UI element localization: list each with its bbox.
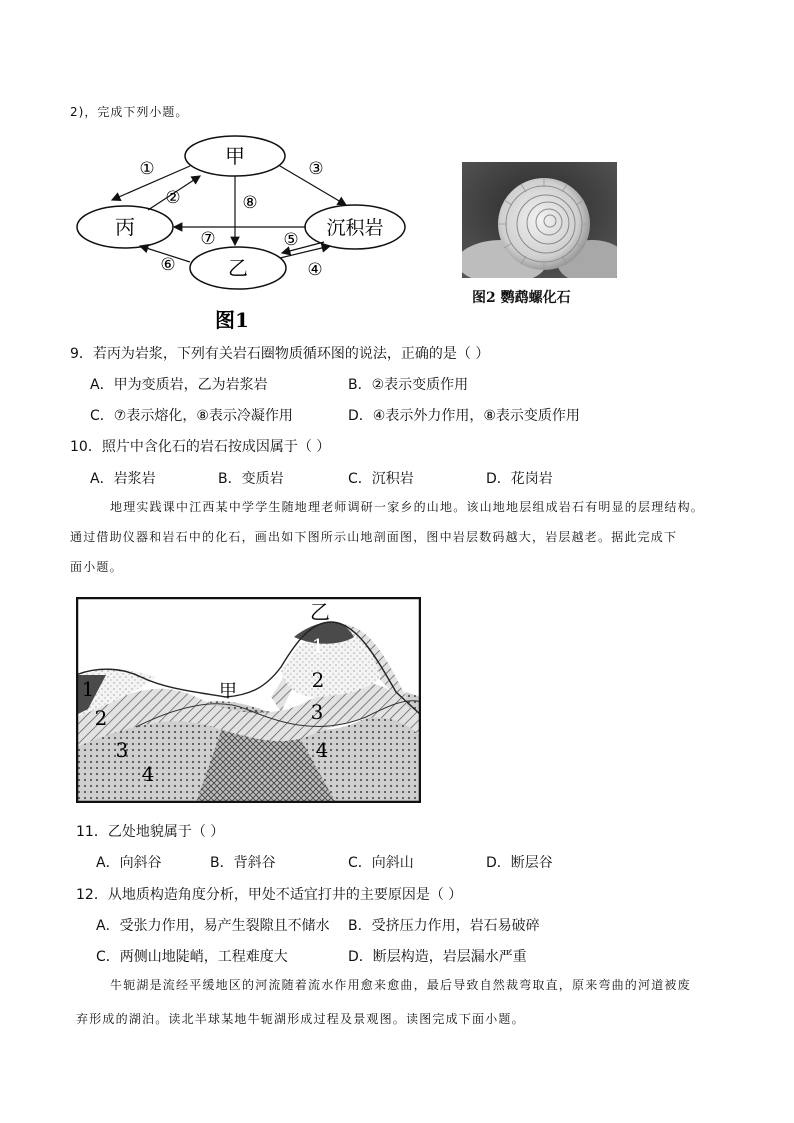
layer-label-4-left: 4 — [141, 762, 155, 786]
q10-option-c[interactable]: C．沉积岩 — [348, 471, 414, 487]
figure1-caption: 图1 — [215, 308, 249, 332]
mountain-cross-section — [76, 597, 421, 803]
label-yi: 乙 — [310, 600, 330, 624]
layer-label-4-right: 4 — [315, 738, 329, 762]
q11-option-d[interactable]: D．断层谷 — [486, 855, 553, 871]
arrow-label-5: ⑤ — [283, 230, 299, 250]
layer-label-1-left: 1 — [81, 677, 95, 701]
arrow-label-1: ① — [139, 159, 155, 179]
q9-option-c[interactable]: C．⑦表示熔化，⑧表示冷凝作用 — [90, 408, 293, 424]
q12-option-b[interactable]: B．受挤压力作用，岩石易破碎 — [348, 918, 540, 934]
q11-stem: 11．乙处地貌属于（ ） — [76, 824, 225, 840]
q10-option-a[interactable]: A．岩浆岩 — [90, 471, 156, 487]
layer-label-2-left: 2 — [94, 706, 108, 730]
q11-option-a[interactable]: A．向斜谷 — [96, 855, 162, 871]
passage1-line1: 地理实践课中江西某中学学生随地理老师调研一家乡的山地。该山地地层组成岩石有明显的层理结构。 — [110, 500, 705, 514]
layer-label-1-right: 1 — [311, 634, 325, 658]
passage1-line2: 通过借助仪器和岩石中的化石，画出如下图所示山地剖面图，图中岩层数码越大，岩层越老。据此完成下 — [70, 530, 678, 544]
layer-label-2-right: 2 — [311, 668, 325, 692]
q9-option-d[interactable]: D．④表示外力作用，⑧表示变质作用 — [348, 408, 580, 424]
arrow-label-8: ⑧ — [242, 193, 258, 213]
q9-option-b[interactable]: B．②表示变质作用 — [348, 377, 469, 393]
rock-cycle-diagram — [60, 130, 420, 335]
arrow-label-4: ④ — [307, 260, 323, 280]
arrow-label-7: ⑦ — [200, 229, 216, 249]
node-sediment-label: 沉积岩 — [326, 217, 384, 239]
q11-option-b[interactable]: B．背斜谷 — [210, 855, 276, 871]
q12-option-a[interactable]: A．受张力作用，易产生裂隙且不储水 — [96, 918, 330, 934]
label-jia: 甲 — [219, 681, 237, 702]
passage1-line3: 面小题。 — [70, 560, 123, 574]
ammonite-photo — [462, 162, 617, 278]
layer-label-3-left: 3 — [115, 738, 129, 762]
node-jia-label: 甲 — [225, 144, 245, 168]
node-yi-label: 乙 — [228, 256, 248, 280]
q9-stem: 9．若丙为岩浆，下列有关岩石圈物质循环图的说法，正确的是（ ） — [70, 346, 490, 362]
q11-option-c[interactable]: C．向斜山 — [348, 855, 414, 871]
q10-option-b[interactable]: B．变质岩 — [218, 471, 284, 487]
node-bing-label: 丙 — [115, 215, 135, 239]
arrow-label-6: ⑥ — [160, 255, 176, 275]
q12-option-c[interactable]: C．两侧山地陡峭，工程难度大 — [96, 949, 288, 965]
q12-option-d[interactable]: D．断层构造，岩层漏水严重 — [348, 949, 527, 965]
passage2-line1: 牛轭湖是流经平缓地区的河流随着流水作用愈来愈曲，最后导致自然裁弯取直，原来弯曲的河道被废 — [110, 978, 691, 992]
q12-stem: 12．从地质构造角度分析，甲处不适宜打井的主要原因是（ ） — [76, 887, 463, 903]
q9-option-a[interactable]: A．甲为变质岩，乙为岩浆岩 — [90, 377, 268, 393]
arrow-label-3: ③ — [308, 159, 324, 179]
layer-label-3-right: 3 — [310, 700, 324, 724]
passage2-line2: 弃形成的湖泊。读北半球某地牛轭湖形成过程及景观图。读图完成下面小题。 — [76, 1012, 525, 1026]
q10-option-d[interactable]: D．花岗岩 — [486, 471, 553, 487]
arrow-label-2: ② — [165, 188, 181, 208]
q10-stem: 10．照片中含化石的岩石按成因属于（ ） — [70, 439, 331, 455]
figure2-caption: 图2 鹦鹉螺化石 — [472, 290, 571, 306]
intro-line: 2)，完成下列小题。 — [70, 105, 189, 119]
